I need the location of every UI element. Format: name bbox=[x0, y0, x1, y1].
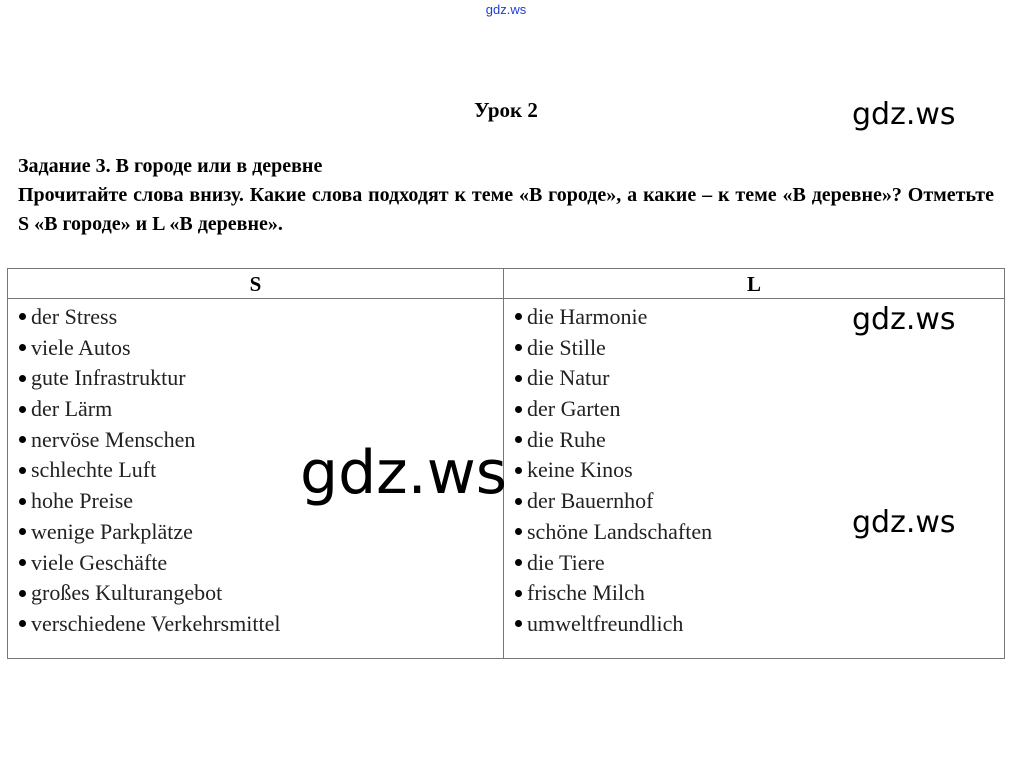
task-block bbox=[18, 152, 994, 239]
bullet-icon bbox=[515, 436, 522, 443]
list-item-text: nervöse Menschen bbox=[31, 426, 196, 452]
bullet-icon bbox=[19, 436, 26, 443]
city-word-list bbox=[19, 302, 280, 640]
bullet-icon bbox=[515, 313, 522, 320]
list-item bbox=[515, 302, 712, 333]
list-item-text: die Harmonie bbox=[527, 304, 648, 329]
bullet-icon bbox=[515, 375, 522, 382]
bullet-icon bbox=[515, 467, 522, 474]
bullet-icon bbox=[19, 590, 26, 597]
list-item bbox=[515, 517, 712, 548]
watermark: gdz.ws bbox=[852, 97, 956, 132]
header-divider bbox=[8, 298, 1004, 299]
list-item bbox=[515, 609, 712, 640]
list-item-text: die Natur bbox=[527, 365, 610, 391]
bullet-icon bbox=[515, 559, 522, 566]
list-item bbox=[515, 425, 712, 456]
list-item bbox=[19, 455, 280, 486]
bullet-icon bbox=[19, 620, 26, 627]
list-item bbox=[515, 578, 712, 609]
watermark: gdz.ws bbox=[852, 302, 956, 337]
list-item bbox=[19, 486, 280, 517]
watermark: gdz.ws bbox=[852, 505, 956, 540]
list-item-text: der Bauernhof bbox=[527, 488, 654, 514]
list-item-text: umweltfreundlich bbox=[527, 610, 684, 636]
list-item bbox=[19, 363, 280, 394]
list-item-text: wenige Parkplätze bbox=[31, 518, 193, 544]
bullet-icon bbox=[515, 528, 522, 535]
village-word-list bbox=[515, 302, 712, 640]
list-item-text: verschiedene Verkehrsmittel bbox=[31, 610, 281, 636]
list-item bbox=[19, 394, 280, 425]
list-item-text: gute Infrastruktur bbox=[31, 365, 186, 391]
bullet-icon bbox=[19, 344, 26, 351]
bullet-icon bbox=[19, 375, 26, 382]
list-item bbox=[515, 548, 712, 579]
task-instruction: Прочитайте слова внизу. Какие слова подходят к теме «В городе», а какие – к теме «В деревне»? Отметьте S «В городе» и L «В деревне». bbox=[18, 184, 994, 235]
list-item bbox=[515, 333, 712, 364]
lesson-title: Урок 2 bbox=[474, 98, 538, 122]
bullet-icon bbox=[19, 559, 26, 566]
list-item-text: frische Milch bbox=[527, 580, 645, 606]
list-item-text: schlechte Luft bbox=[31, 457, 157, 483]
bullet-icon bbox=[19, 528, 26, 535]
list-item bbox=[19, 609, 280, 640]
column-header-s: S bbox=[249, 272, 262, 296]
list-item-text: viele Geschäfte bbox=[31, 549, 168, 575]
bullet-icon bbox=[19, 406, 26, 413]
list-item bbox=[515, 455, 712, 486]
list-item-text: der Stress bbox=[31, 304, 118, 329]
list-item bbox=[515, 486, 712, 517]
list-item bbox=[19, 517, 280, 548]
bullet-icon bbox=[515, 344, 522, 351]
watermark: gdz.ws bbox=[300, 438, 508, 508]
list-item-text: der Lärm bbox=[31, 396, 113, 422]
list-item bbox=[515, 394, 712, 425]
list-item-text: schöne Landschaften bbox=[527, 518, 713, 544]
bullet-icon bbox=[19, 498, 26, 505]
list-item-text: der Garten bbox=[527, 396, 621, 422]
bullet-icon bbox=[19, 467, 26, 474]
list-item-text: keine Kinos bbox=[527, 457, 633, 483]
list-item-text: die Stille bbox=[527, 334, 606, 360]
list-item bbox=[19, 548, 280, 579]
task-heading: Задание 3. В городе или в деревне bbox=[18, 155, 323, 177]
list-item bbox=[19, 578, 280, 609]
list-item-text: die Tiere bbox=[527, 549, 605, 575]
bullet-icon bbox=[515, 406, 522, 413]
bullet-icon bbox=[515, 620, 522, 627]
list-item-text: großes Kulturangebot bbox=[31, 580, 223, 606]
column-header-l: L bbox=[746, 272, 761, 296]
list-item bbox=[515, 363, 712, 394]
list-item bbox=[19, 425, 280, 456]
list-item bbox=[19, 302, 280, 333]
bullet-icon bbox=[515, 590, 522, 597]
bullet-icon bbox=[515, 498, 522, 505]
list-item bbox=[19, 333, 280, 364]
source-link[interactable]: gdz.ws bbox=[485, 2, 527, 17]
list-item-text: hohe Preise bbox=[31, 488, 134, 514]
list-item-text: die Ruhe bbox=[527, 426, 606, 452]
list-item-text: viele Autos bbox=[31, 334, 131, 360]
bullet-icon bbox=[19, 313, 26, 320]
